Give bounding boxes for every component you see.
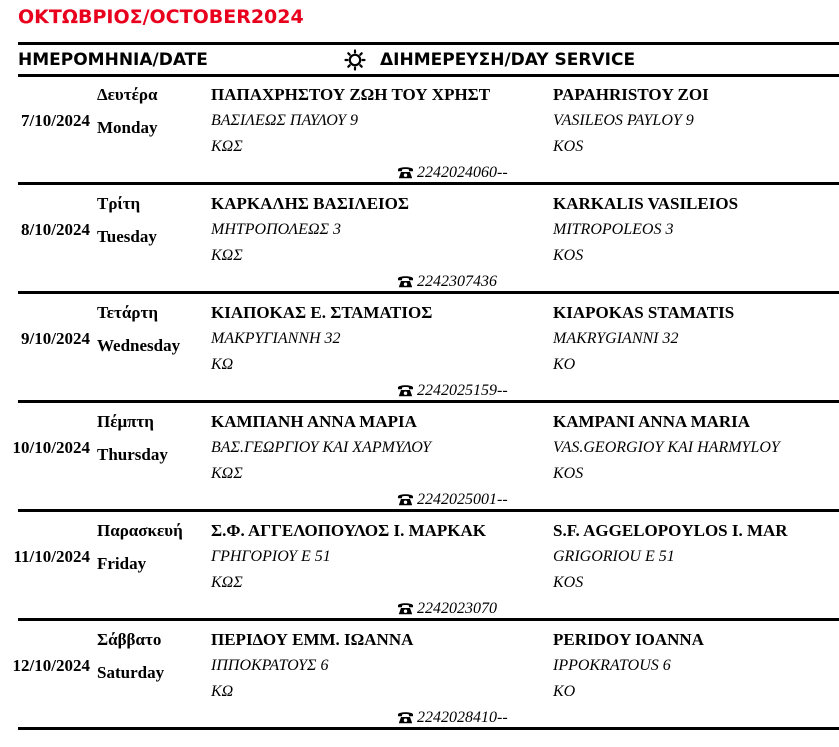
city-english: KOS bbox=[553, 138, 584, 155]
telephone-icon bbox=[397, 383, 414, 397]
duty-entry bbox=[0, 412, 839, 520]
address-greek: ΒΑΣ.ΓΕΩΡΓΙΟΥ ΚΑΙ ΧΑΡΜΥΛΟΥ bbox=[211, 439, 432, 456]
address-english: MAKRYGIANNI 32 bbox=[553, 330, 679, 347]
entry-date: 9/10/2024 bbox=[21, 329, 90, 348]
telephone-icon bbox=[397, 274, 414, 288]
pharmacy-name-greek: ΠΑΠΑΧΡΗΣΤΟΥ ΖΩΗ ΤΟΥ ΧΡΗΣΤ bbox=[211, 85, 491, 104]
duty-entry bbox=[0, 85, 839, 193]
address-english: GRIGORIOU E 51 bbox=[553, 548, 675, 565]
day-name-english: Saturday bbox=[97, 663, 165, 682]
pharmacy-name-greek: ΠΕΡΙΔΟΥ ΕΜΜ. ΙΩΑΝΝΑ bbox=[211, 630, 414, 649]
city-greek: ΚΩΣ bbox=[211, 138, 243, 155]
pharmacy-name-english: PAPAHRISTOY ZOI bbox=[553, 85, 709, 104]
pharmacy-name-greek: ΚΑΡΚΑΛΗΣ ΒΑΣΙΛΕΙΟΣ bbox=[211, 194, 409, 213]
pharmacy-name-english: KARKALIS VASILEIOS bbox=[553, 194, 739, 213]
day-name-english: Friday bbox=[97, 554, 147, 573]
header-top-rule bbox=[18, 42, 839, 45]
city-greek: ΚΩ bbox=[211, 683, 234, 700]
city-english: KOS bbox=[553, 465, 584, 482]
entry-divider bbox=[18, 400, 839, 403]
entry-divider bbox=[18, 291, 839, 294]
page-title: ΟΚΤΩΒΡΙΟΣ/OCTOBER2024 bbox=[18, 6, 304, 28]
address-greek: ΙΠΠΟΚΡΑΤΟΥΣ 6 bbox=[211, 657, 329, 674]
pharmacy-name-greek: ΚΙΑΠΟΚΑΣ Ε. ΣΤΑΜΑΤΙΟΣ bbox=[211, 303, 433, 322]
phone-line bbox=[397, 273, 497, 291]
phone-line bbox=[397, 164, 508, 182]
phone-line bbox=[397, 491, 508, 509]
day-name-english: Monday bbox=[97, 118, 158, 137]
phone-number: 2242307436 bbox=[417, 273, 497, 290]
entry-date: 7/10/2024 bbox=[21, 111, 90, 130]
day-name-greek: Παρασκευή bbox=[97, 521, 183, 540]
entry-divider bbox=[18, 509, 839, 512]
city-english: KOS bbox=[553, 247, 584, 264]
phone-number: 2242025001-- bbox=[417, 491, 508, 508]
city-greek: ΚΩΣ bbox=[211, 465, 243, 482]
city-greek: ΚΩΣ bbox=[211, 247, 243, 264]
telephone-icon bbox=[397, 492, 414, 506]
duty-entry bbox=[0, 630, 839, 738]
entry-divider bbox=[18, 727, 839, 730]
pharmacy-name-english: S.F. AGGELOPOYLOS I. MAR bbox=[553, 521, 788, 540]
day-name-greek: Τετάρτη bbox=[97, 303, 158, 322]
phone-number: 2242028410-- bbox=[417, 709, 508, 726]
entry-date: 12/10/2024 bbox=[12, 656, 90, 675]
day-name-english: Tuesday bbox=[97, 227, 157, 246]
phone-number: 2242023070 bbox=[417, 600, 497, 617]
day-name-english: Thursday bbox=[97, 445, 168, 464]
entry-divider bbox=[18, 182, 839, 185]
day-name-greek: Σάββατο bbox=[97, 630, 162, 649]
city-greek: ΚΩΣ bbox=[211, 574, 243, 591]
entry-divider bbox=[18, 618, 839, 621]
entry-date: 10/10/2024 bbox=[12, 438, 90, 457]
city-english: KO bbox=[553, 356, 576, 373]
day-name-greek: Πέμπτη bbox=[97, 412, 154, 431]
address-greek: ΜΑΚΡΥΓΙΑΝΝΗ 32 bbox=[211, 330, 341, 347]
telephone-icon bbox=[397, 165, 414, 179]
duty-entry bbox=[0, 521, 839, 629]
entry-date: 11/10/2024 bbox=[13, 547, 90, 566]
phone-line bbox=[397, 382, 508, 400]
phone-number: 2242025159-- bbox=[417, 382, 508, 399]
phone-number: 2242024060-- bbox=[417, 164, 508, 181]
city-greek: ΚΩ bbox=[211, 356, 234, 373]
telephone-icon bbox=[397, 601, 414, 615]
city-english: KO bbox=[553, 683, 576, 700]
entry-date: 8/10/2024 bbox=[21, 220, 90, 239]
day-name-english: Wednesday bbox=[97, 336, 181, 355]
address-english: VASILEOS PAYLOY 9 bbox=[553, 112, 694, 129]
duty-entry bbox=[0, 194, 839, 302]
pharmacy-name-english: KAMPANI ANNA MARIA bbox=[553, 412, 751, 431]
telephone-icon bbox=[397, 710, 414, 724]
day-name-greek: Τρίτη bbox=[97, 194, 141, 213]
phone-line bbox=[397, 709, 508, 727]
pharmacy-name-english: KIAPOKAS STAMATIS bbox=[553, 303, 735, 322]
phone-line bbox=[397, 600, 497, 618]
day-name-greek: Δευτέρα bbox=[97, 85, 158, 104]
address-english: IPPOKRATOUS 6 bbox=[553, 657, 671, 674]
address-greek: ΓΡΗΓΟΡΙΟΥ Ε 51 bbox=[211, 548, 331, 565]
pharmacy-name-english: PERIDOY IOANNA bbox=[553, 630, 704, 649]
address-english: MITROPOLEOS 3 bbox=[553, 221, 674, 238]
city-english: KOS bbox=[553, 574, 584, 591]
date-column-header: ΗΜΕΡΟΜΗΝΙΑ/DATE bbox=[18, 50, 208, 70]
address-greek: ΜΗΤΡΟΠΟΛΕΩΣ 3 bbox=[211, 221, 342, 238]
pharmacy-name-greek: Σ.Φ. ΑΓΓΕΛΟΠΟΥΛΟΣ Ι. ΜΑΡΚΑΚ bbox=[211, 521, 487, 540]
address-greek: ΒΑΣΙΛΕΩΣ ΠΑΥΛΟΥ 9 bbox=[211, 112, 359, 129]
pharmacy-name-greek: ΚΑΜΠΑΝΗ ΑΝΝΑ ΜΑΡΙΑ bbox=[211, 412, 417, 431]
header-bottom-rule bbox=[18, 74, 839, 77]
duty-entry bbox=[0, 303, 839, 411]
address-english: VAS.GEORGIOY KAI HARMYLOY bbox=[553, 439, 780, 456]
service-column-header: ΔΙΗΜΕΡΕΥΣΗ/DAY SERVICE bbox=[380, 50, 636, 70]
sun-icon bbox=[344, 49, 366, 71]
